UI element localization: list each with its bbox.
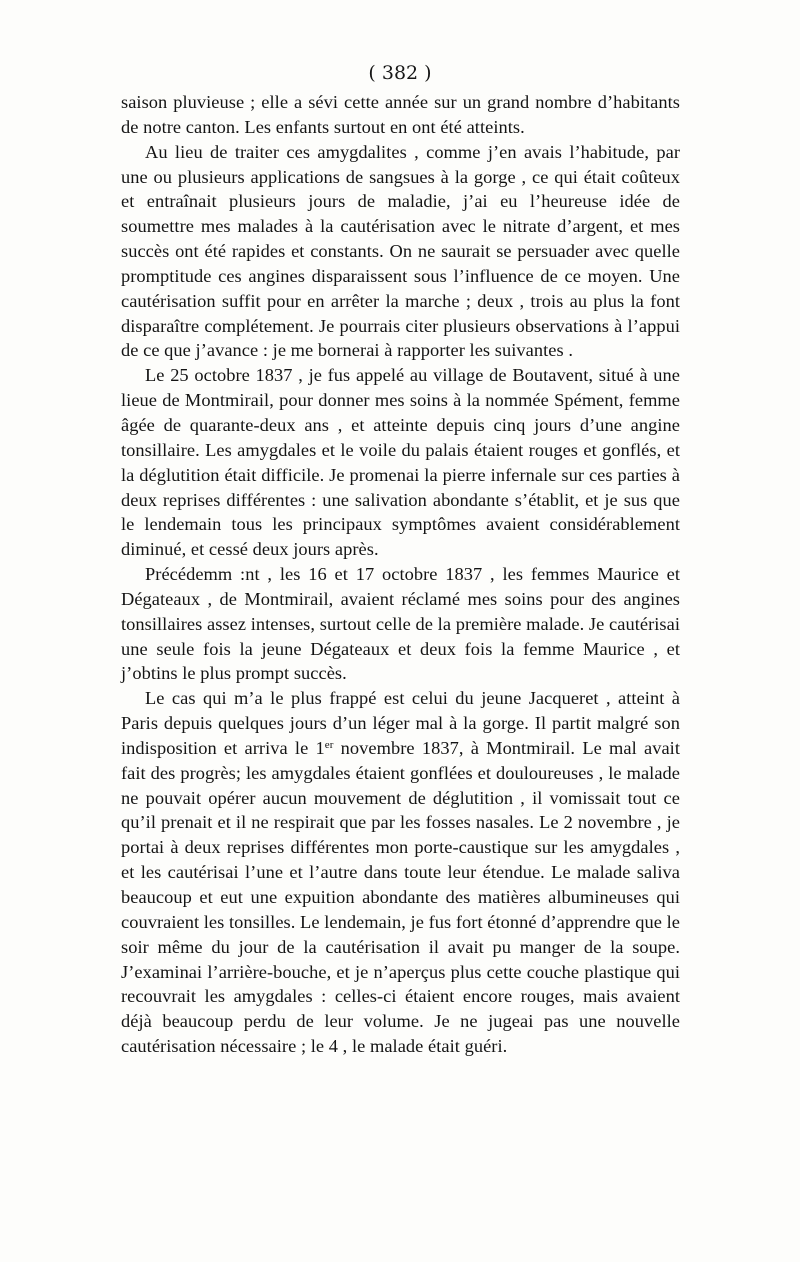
paragraph: Le 25 octobre 1837 , je fus appelé au village de Boutavent, situé à une lieue de Montmirail, pour donner mes soins à la nommée Spément, femme âgée de quarante-deux ans , et atteinte depuis cinq jours d’une angine tonsillaire. Les amygdales et le voile du palais étaient rouges et gonflés, et la déglutition était difficile. Je promenai la pierre infernale sur ces parties à deux reprises différentes : une salivation abondante s’établit, et je sus que le lendemain tous les principaux symptômes avaient considérablement diminué, et cessé deux jours après. (121, 365, 680, 560)
paragraph (121, 686, 680, 1059)
paragraph: Précédemm :nt , les 16 et 17 octobre 1837 , les femmes Maurice et Dégateaux , de Montmirail, avaient réclamé mes soins pour des angines tonsillaires assez intenses, surtout celle de la première malade. Je cautérisai une seule fois la jeune Dégateaux et deux fois la femme Maurice , et j’obtins le plus prompt succès. (121, 564, 680, 684)
body-text (121, 90, 680, 1059)
paragraph: saison pluvieuse ; elle a sévi cette année sur un grand nombre d’habitants de notre canton. Les enfants surtout en ont été atteints. (121, 92, 680, 137)
page-number: ( 382 ) (368, 62, 432, 84)
paragraph-part: Le cas qui m’a le plus frappé est celui du jeune Jacqueret , atteint à Paris depuis quelques jours d’un léger mal à la gorge. Il partit malgré son indisposition et arriva le 1 (121, 688, 680, 758)
paragraph: Au lieu de traiter ces amygdalites , comme j’en avais l’habitude, par une ou plusieurs applications de sangsues à la gorge , ce qui était coûteux et entraînait plusieurs jours de maladie, j’ai eu l’heureuse idée de soumettre mes malades à la cautérisation avec le nitrate d’argent, et mes succès ont été rapides et constants. On ne saurait se persuader avec quelle promptitude ces angines disparaissent sous l’influence de ce moyen. Une cautérisation suffit pour en arrêter la marche ; deux , trois au plus la font disparaître complétement. Je pourrais citer plusieurs observations à l’appui de ce que j’avance : je me bornerai à rapporter les suivantes . (121, 141, 680, 361)
superscript-ordinal: er (324, 738, 334, 751)
paragraph-part: novembre 1837, à Montmirail. Le mal avait fait des progrès; les amygdales étaient gonflées et douloureuses , le malade ne pouvait opérer aucun mouvement de déglutition , il vomissait tout ce qu’il prenait et il ne respirait que par les fosses nasales. Le 2 novembre , je portai à deux reprises différentes mon porte-caustique sur les amygdales , et les cautérisai l’une et l’autre dans toute leur étendue. Le malade saliva beaucoup et eut une expuition abondante des matières albumineuses qui couvraient les tonsilles. Le lendemain, je fus fort étonné d’apprendre que le soir même du jour de la cautérisation il avait pu manger de la soupe. J’examinai l’arrière-bouche, et je n’aperçus plus cette couche plastique qui recouvrait les amygdales : celles-ci étaient encore rouges, mais avaient déjà beaucoup perdu de leur volume. Je ne jugeai pas une nouvelle cautérisation nécessaire ; le 4 , le malade était guéri. (121, 737, 680, 1057)
